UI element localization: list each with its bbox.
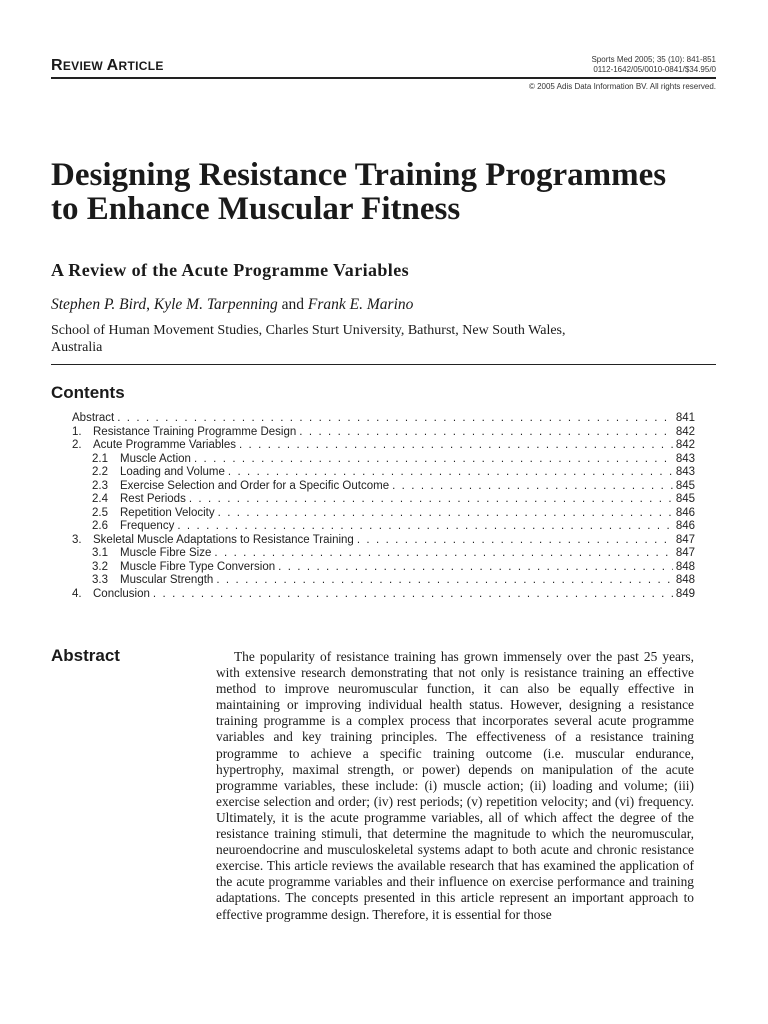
table-of-contents [72,412,695,601]
header-divider [51,77,716,79]
toc-title: Repetition Velocity [120,506,215,519]
toc-title: Abstract [72,412,115,424]
copyright: © 2005 Adis Data Information BV. All rights reserved. [528,82,716,91]
article-title: Designing Resistance Training Programmes to Enhance Muscular Fitness [51,157,667,227]
toc-title: Muscle Fibre Type Conversion [120,560,276,573]
toc-row[interactable] [72,561,695,575]
toc-row[interactable] [72,588,695,602]
toc-leader [194,453,673,467]
toc-row[interactable] [72,453,695,467]
authors [51,296,413,314]
toc-page: 849 [675,587,695,600]
toc-row[interactable] [72,480,695,494]
toc-number: 4. [72,587,82,600]
toc-leader [357,534,673,548]
toc-page: 842 [675,425,695,438]
toc-page: 848 [675,574,695,586]
toc-page: 848 [675,560,695,573]
toc-leader [218,507,673,521]
toc-row[interactable] [72,547,695,561]
toc-leader [239,439,673,453]
article-type-label [51,57,164,75]
toc-number: 2. [72,439,82,451]
toc-row[interactable] [72,507,695,521]
toc-row[interactable] [72,412,695,426]
toc-title: Muscle Action [120,452,191,465]
journal-meta [591,55,716,75]
toc-leader [117,412,673,426]
citation: Sports Med 2005; 35 (10): 841-851 [591,55,716,64]
toc-row[interactable] [72,574,695,588]
toc-title: Muscle Fibre Size [120,547,212,559]
toc-page: 846 [675,506,695,519]
toc-number: 2.4 [92,493,108,505]
article-subtitle: A Review of the Acute Programme Variables [51,260,410,280]
toc-leader [278,561,673,575]
author-3: Frank E. Marino [307,296,414,313]
author-separator-2: and [277,296,308,313]
article-type-rest-2: RTICLE [118,59,164,73]
toc-number: 3.1 [92,547,108,559]
toc-number: 2.3 [92,479,108,492]
toc-leader [299,426,673,440]
toc-page: 845 [675,493,695,505]
toc-number: 2.6 [92,520,108,532]
toc-page: 842 [675,439,695,451]
toc-row[interactable] [72,493,695,507]
toc-leader [214,547,672,561]
toc-page: 843 [675,452,695,465]
toc-page: 841 [675,412,695,424]
toc-leader [153,588,673,602]
toc-page: 845 [675,479,695,492]
section-divider [51,364,716,365]
toc-title: Skeletal Muscle Adaptations to Resistance Training [93,533,354,546]
toc-number: 2.5 [92,506,108,519]
author-2: Kyle M. Tarpenning [153,296,278,313]
toc-page: 847 [675,547,695,559]
abstract-heading: Abstract [51,646,120,665]
affiliation: School of Human Movement Studies, Charles Sturt University, Bathurst, New South Wales, Australia [51,323,566,355]
toc-title: Rest Periods [120,493,186,505]
toc-row[interactable] [72,534,695,548]
toc-row[interactable] [72,426,695,440]
toc-page: 843 [675,466,695,478]
toc-leader [228,466,673,480]
toc-row[interactable] [72,439,695,453]
toc-title: Resistance Training Programme Design [93,425,297,438]
author-1: Stephen P. Bird [51,296,147,313]
toc-number: 3.3 [92,574,108,586]
article-type-initial: R [51,57,63,74]
toc-page: 847 [675,533,695,546]
toc-number: 3.2 [92,560,108,573]
toc-title: Muscular Strength [120,574,214,586]
author-separator-1: , [146,296,154,313]
article-type-initial-2: A [106,57,119,74]
article-type-rest: EVIEW [62,59,107,73]
toc-number: 3. [72,533,82,546]
toc-row[interactable] [72,466,695,480]
toc-number: 2.1 [92,452,108,465]
toc-row[interactable] [72,520,695,534]
toc-leader [189,493,673,507]
toc-number: 1. [72,425,82,438]
toc-leader [177,520,672,534]
contents-heading: Contents [51,383,125,402]
toc-leader [392,480,673,494]
toc-leader [216,574,672,588]
toc-title: Loading and Volume [120,466,225,478]
abstract-body: The popularity of resistance training has grown immensely over the past 25 years, with extensive research demonstrating that not only is resistance training an effective method to improve neuromuscular function, it can also be equally effective in maintaining or improving individual health status. However, designing a resistance training programme is a complex process that incorporates several acute programme variables and key training principles. The effectiveness of a resistance training programme to achieve a specific training outcome (i.e. muscular endurance, hypertrophy, maximal strength, or power) depends on manipulation of the acute programme variables, these include: (i) muscle action; (ii) loading and volume; (iii) exercise selection and order; (iv) rest periods; (v) repetition velocity; and (vi) frequency. Ultimately, it is the acute programme variables, all of which affect the degree of the resistance training stimuli, that determine the magnitude to which the neuromuscular, neuroendocrine and musculoskeletal systems adapt to both acute and chronic resistance exercise. This article reviews the available research that has examined the application of the acute programme variables and their influence on exercise performance and training adaptations. The concepts presented in this article represent an important approach to effective programme design. Therefore, it is essential for those [216,649,694,922]
toc-title: Exercise Selection and Order for a Specific Outcome [120,479,390,492]
toc-title: Conclusion [93,587,150,600]
toc-page: 846 [675,520,695,532]
toc-number: 2.2 [92,466,108,478]
toc-title: Frequency [120,520,175,532]
issn: 0112-1642/05/0010-0841/$34.95/0 [593,65,716,74]
toc-title: Acute Programme Variables [93,439,236,451]
